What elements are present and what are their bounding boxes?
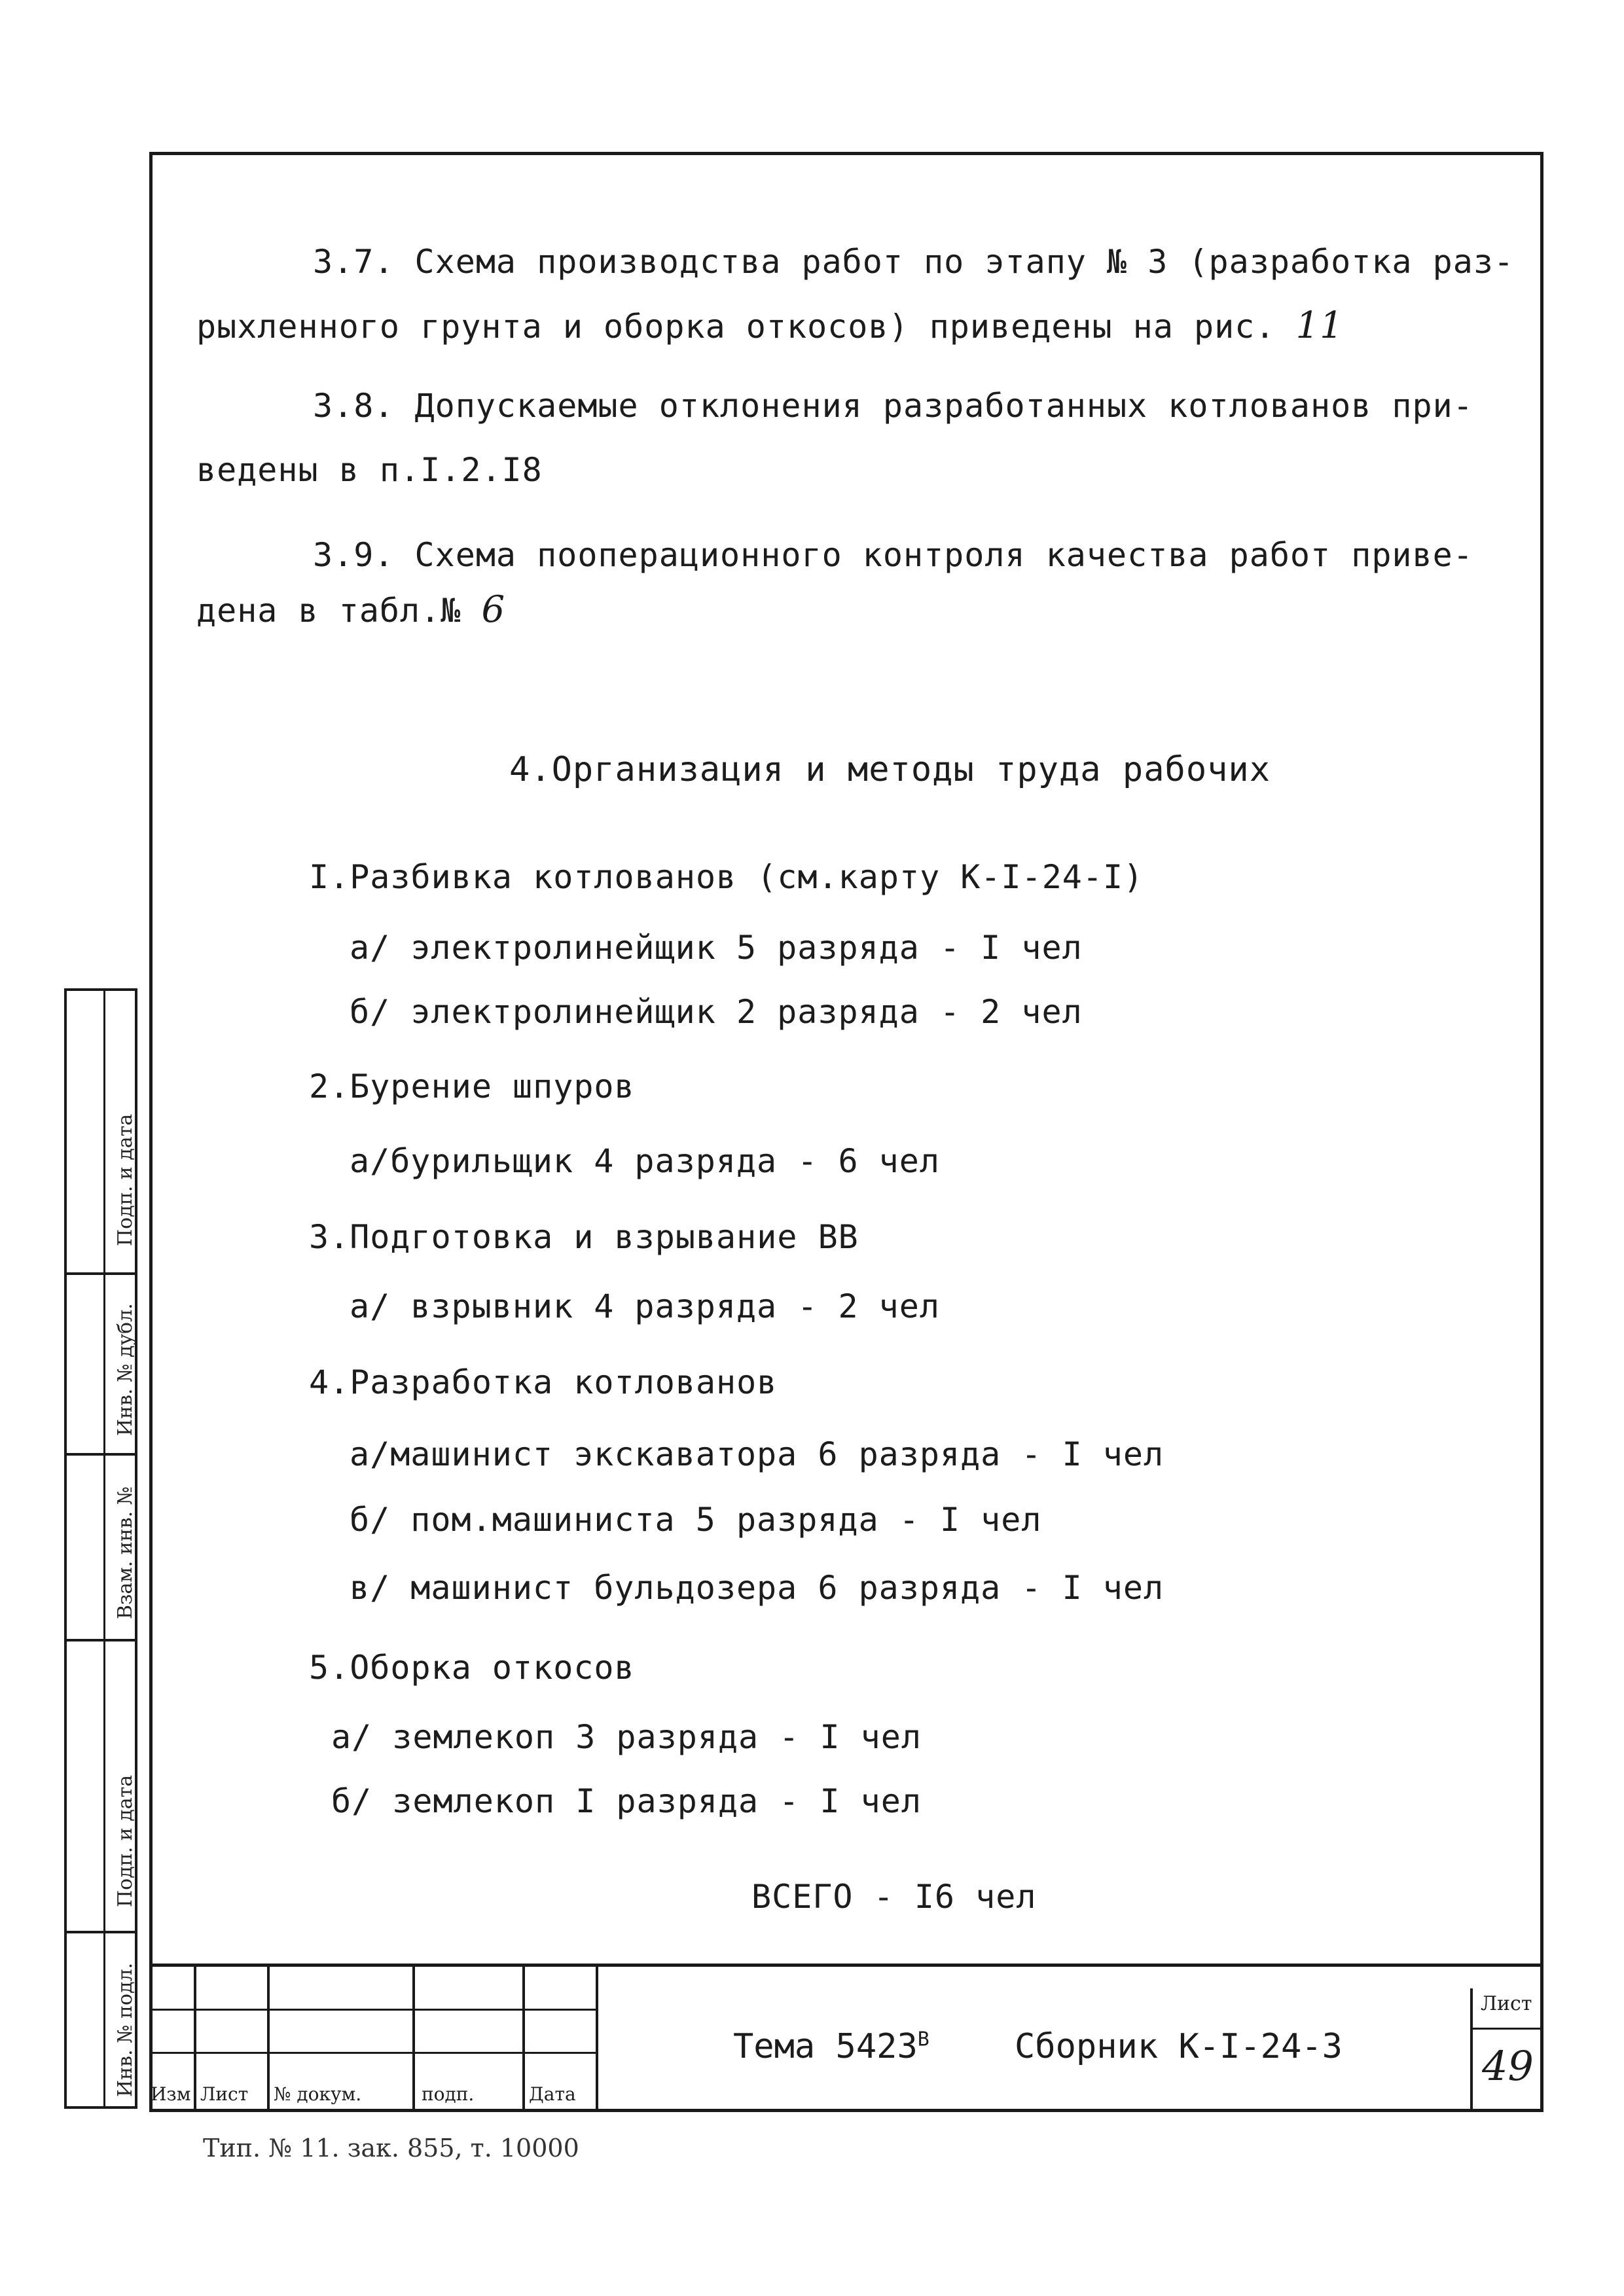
tb-label-list: Лист [200, 2083, 249, 2105]
strip-label-inv-dubl: Инв. № дубл. [114, 1303, 137, 1436]
para-3-7-line1: 3.7. Схема производства работ по этапу № 3 (разработка раз- [313, 243, 1515, 281]
list-item: 4.Разработка котлованов [309, 1363, 778, 1401]
total-line: ВСЕГО - I6 чел [751, 1878, 1037, 1916]
list-item: 5.Оборка откосов [309, 1649, 635, 1687]
para-3-9-line2-text: дена в табл.№ [196, 592, 461, 630]
strip-divider [67, 1272, 135, 1275]
tb-label-podp: подп. [422, 2083, 475, 2105]
sheet-number-box [1470, 1988, 1543, 2109]
para-3-7-line2 [196, 306, 1344, 346]
tb-col-podp [415, 1967, 525, 2109]
para-3-8-line1: 3.8. Допускаемые отклонения разработанных котлованов при- [313, 387, 1473, 425]
strip-label-inv-podl: Инв. № подл. [114, 1962, 137, 2097]
section-heading: 4.Организация и методы труда рабочих [509, 750, 1271, 789]
tb-label-data: Дата [529, 2083, 576, 2105]
tb-label-izm: Изм [151, 2083, 191, 2105]
tema-label [733, 2027, 929, 2066]
strip-label-vzam-inv: Взам. инв. № [114, 1486, 137, 1619]
tb-label-dokum: № докум. [274, 2083, 362, 2105]
sheet-label: Лист [1481, 1992, 1532, 2015]
title-block [149, 1964, 1543, 2109]
strip-vertical-line [103, 991, 105, 2106]
list-item: а/ землекоп 3 разряда - I чел [331, 1718, 922, 1756]
binding-strip [64, 988, 137, 2109]
sheet-divider [1473, 2028, 1543, 2030]
list-item: 2.Бурение шпуров [309, 1067, 635, 1105]
list-item: б/ землекоп I разряда - I чел [331, 1782, 922, 1820]
tb-col-dokum [270, 1967, 415, 2109]
sbornik-label: Сборник К-I-24-3 [1015, 2027, 1343, 2066]
list-item: I.Разбивка котлованов (см.карту К-I-24-I) [309, 858, 1144, 896]
para-3-7-line2-text: рыхленного грунта и оборка откосов) приведены на рис. [196, 308, 1276, 346]
tb-col-list [196, 1967, 270, 2109]
tb-col-izm [149, 1967, 196, 2109]
tema-text: Тема 5423 [733, 2027, 918, 2066]
list-item: а/ электролинейщик 5 разряда - I чел [350, 929, 1083, 967]
tb-col-data [525, 1967, 598, 2109]
strip-label-podp-data-1: Подп. и дата [114, 1113, 137, 1246]
strip-label-podp-data-2: Подп. и дата [114, 1774, 137, 1907]
sheet-number: 49 [1482, 2042, 1534, 2090]
list-item: в/ машинист бульдозера 6 разряда - I чел [350, 1569, 1164, 1607]
para-3-9-line1: 3.9. Схема пооперационного контроля качества работ приве- [313, 536, 1473, 574]
strip-divider [67, 1639, 135, 1641]
list-item: б/ пом.машиниста 5 разряда - I чел [350, 1501, 1042, 1539]
para-3-8-line2: ведены в п.I.2.I8 [196, 451, 543, 489]
frame-bottom-line [149, 2109, 1543, 2112]
strip-divider [67, 1931, 135, 1933]
strip-divider [67, 1453, 135, 1456]
list-item: а/ взрывник 4 разряда - 2 чел [350, 1287, 940, 1325]
table-reference: 6 [481, 588, 506, 631]
list-item: а/машинист экскаватора 6 разряда - I чел [350, 1435, 1164, 1473]
list-item: б/ электролинейщик 2 разряда - 2 чел [350, 993, 1083, 1031]
list-item: а/бурильщик 4 разряда - 6 чел [350, 1142, 940, 1180]
figure-reference: 11 [1295, 304, 1344, 347]
tb-row-line [149, 2009, 598, 2011]
list-item: 3.Подготовка и взрывание ВВ [309, 1218, 859, 1256]
printer-footer: Тип. № 11. зак. 855, т. 10000 [203, 2134, 579, 2162]
para-3-9-line2 [196, 590, 505, 630]
tema-superscript: В [917, 2028, 929, 2051]
tb-row-line [149, 2052, 598, 2054]
